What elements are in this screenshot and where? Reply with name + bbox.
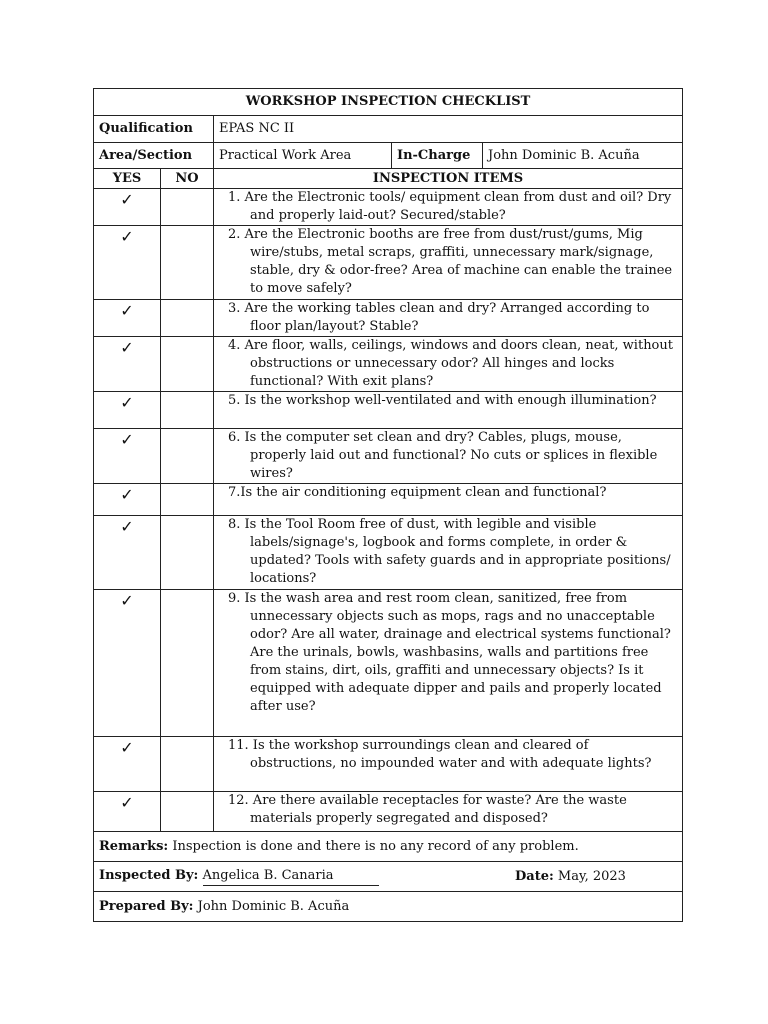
- checklist-item-row: [94, 792, 683, 832]
- inspection-item: [214, 484, 683, 516]
- no-check-cell: [161, 484, 214, 516]
- checklist-item-row: [94, 516, 683, 590]
- check-mark-icon: ✓: [120, 591, 134, 610]
- inspected-by-label: Inspected By:: [99, 868, 199, 883]
- no-header: NO: [161, 169, 214, 189]
- no-check-cell: [161, 792, 214, 832]
- no-check-cell: [161, 392, 214, 429]
- no-check-cell: [161, 337, 214, 392]
- yes-check-cell: [94, 392, 161, 429]
- inspection-item: [214, 337, 683, 392]
- items-header: INSPECTION ITEMS: [214, 169, 683, 189]
- no-check-cell: [161, 226, 214, 300]
- inspected-by-value: Angelica B. Canaria: [203, 867, 379, 886]
- inspection-item: [214, 429, 683, 484]
- inspection-item-text: 6. Is the computer set clean and dry? Cables, plugs, mouse, properly laid out and functional? No cuts or splices in flexible wires?: [228, 430, 658, 481]
- inspection-item: [214, 590, 683, 737]
- checklist-item-row: [94, 337, 683, 392]
- checklist-item-row: [94, 590, 683, 737]
- check-mark-icon: ✓: [120, 190, 134, 209]
- check-mark-icon: ✓: [120, 793, 134, 812]
- date-label: Date:: [515, 869, 554, 884]
- checklist-item-row: [94, 429, 683, 484]
- header-row: [94, 169, 683, 189]
- inspection-item: [214, 392, 683, 429]
- check-mark-icon: ✓: [120, 517, 134, 536]
- yes-check-cell: [94, 226, 161, 300]
- qualification-row: [94, 116, 683, 143]
- check-mark-icon: ✓: [120, 301, 134, 320]
- check-mark-icon: ✓: [120, 430, 134, 449]
- form-title: WORKSHOP INSPECTION CHECKLIST: [94, 89, 683, 116]
- prepared-by-value: John Dominic B. Acuña: [197, 898, 350, 914]
- inspection-item-text: 3. Are the working tables clean and dry? Arranged according to floor plan/layout? Stable?: [228, 301, 650, 334]
- no-check-cell: [161, 189, 214, 226]
- inspection-item: [214, 226, 683, 300]
- inspection-item: [214, 792, 683, 832]
- checklist-item-row: [94, 226, 683, 300]
- checklist-item-row: [94, 189, 683, 226]
- checklist-item-row: [94, 737, 683, 792]
- yes-check-cell: [94, 484, 161, 516]
- yes-check-cell: [94, 516, 161, 590]
- title-row: [94, 89, 683, 116]
- remarks-label: Remarks:: [99, 838, 169, 854]
- no-check-cell: [161, 300, 214, 337]
- area-label: Area/Section: [94, 143, 214, 169]
- inspection-item: [214, 189, 683, 226]
- area-row: [94, 143, 683, 169]
- yes-check-cell: [94, 590, 161, 737]
- area-value: Practical Work Area: [214, 143, 392, 169]
- yes-check-cell: [94, 792, 161, 832]
- no-check-cell: [161, 737, 214, 792]
- checklist-item-row: [94, 392, 683, 429]
- qualification-value: EPAS NC II: [214, 116, 683, 143]
- inspection-item-text: 5. Is the workshop well-ventilated and with enough illumination?: [228, 393, 657, 408]
- remarks-row: [94, 832, 683, 862]
- yes-check-cell: [94, 337, 161, 392]
- check-mark-icon: ✓: [120, 338, 134, 357]
- qualification-label: Qualification: [94, 116, 214, 143]
- no-check-cell: [161, 590, 214, 737]
- prepared-row: [94, 892, 683, 922]
- inspected-row: [94, 862, 683, 892]
- inspection-item: [214, 300, 683, 337]
- no-check-cell: [161, 516, 214, 590]
- yes-check-cell: [94, 737, 161, 792]
- yes-check-cell: [94, 189, 161, 226]
- checklist-item-row: [94, 484, 683, 516]
- check-mark-icon: ✓: [120, 485, 134, 504]
- incharge-label: In-Charge: [392, 143, 483, 169]
- prepared-by-label: Prepared By:: [99, 898, 194, 914]
- inspection-item: [214, 737, 683, 792]
- inspection-item: [214, 516, 683, 590]
- check-mark-icon: ✓: [120, 227, 134, 246]
- check-mark-icon: ✓: [120, 393, 134, 412]
- inspection-item-text: 4. Are floor, walls, ceilings, windows and doors clean, neat, without obstructions or unnecessary odor? All hinges and locks functional? With exit plans?: [228, 338, 673, 389]
- no-check-cell: [161, 429, 214, 484]
- incharge-value: John Dominic B. Acuña: [483, 143, 683, 169]
- inspection-item-text: 2. Are the Electronic booths are free from dust/rust/gums, Mig wire/stubs, metal scraps, graffiti, unnecessary mark/signage, stable, dry & odor-free? Area of machine can enable the trainee to move safely?: [228, 227, 673, 296]
- inspection-checklist-form: [93, 88, 682, 922]
- check-mark-icon: ✓: [120, 738, 134, 757]
- yes-header: YES: [94, 169, 161, 189]
- inspection-item-text: 1. Are the Electronic tools/ equipment clean from dust and oil? Dry and properly laid-out? Secured/stable?: [228, 190, 672, 223]
- date-value: May, 2023: [557, 869, 626, 884]
- inspection-item-text: 8. Is the Tool Room free of dust, with legible and visible labels/signage's, logbook and forms complete, in order & updated? Tools with safety guards and in appropriate positions/ locations?: [228, 517, 671, 586]
- checklist-table: [93, 88, 683, 922]
- inspection-item-text: 11. Is the workshop surroundings clean and cleared of obstructions, no impounded water and with adequate lights?: [228, 738, 652, 771]
- yes-check-cell: [94, 300, 161, 337]
- inspection-item-text: 12. Are there available receptacles for waste? Are the waste materials properly segregated and disposed?: [228, 793, 627, 826]
- remarks-value: Inspection is done and there is no any record of any problem.: [172, 838, 579, 854]
- inspection-item-text: 9. Is the wash area and rest room clean, sanitized, free from unnecessary objects such as mops, rags and no unacceptable odor? Are all water, drainage and electrical systems functional? Are the urinals, bowls, washbasins, walls and partitions free from stains, dirt, oils, graffiti and unnecessary objects? Is it equipped with adequate dipper and pails and properly located after use?: [228, 591, 671, 714]
- checklist-item-row: [94, 300, 683, 337]
- inspection-item-text: 7.Is the air conditioning equipment clean and functional?: [228, 485, 607, 500]
- yes-check-cell: [94, 429, 161, 484]
